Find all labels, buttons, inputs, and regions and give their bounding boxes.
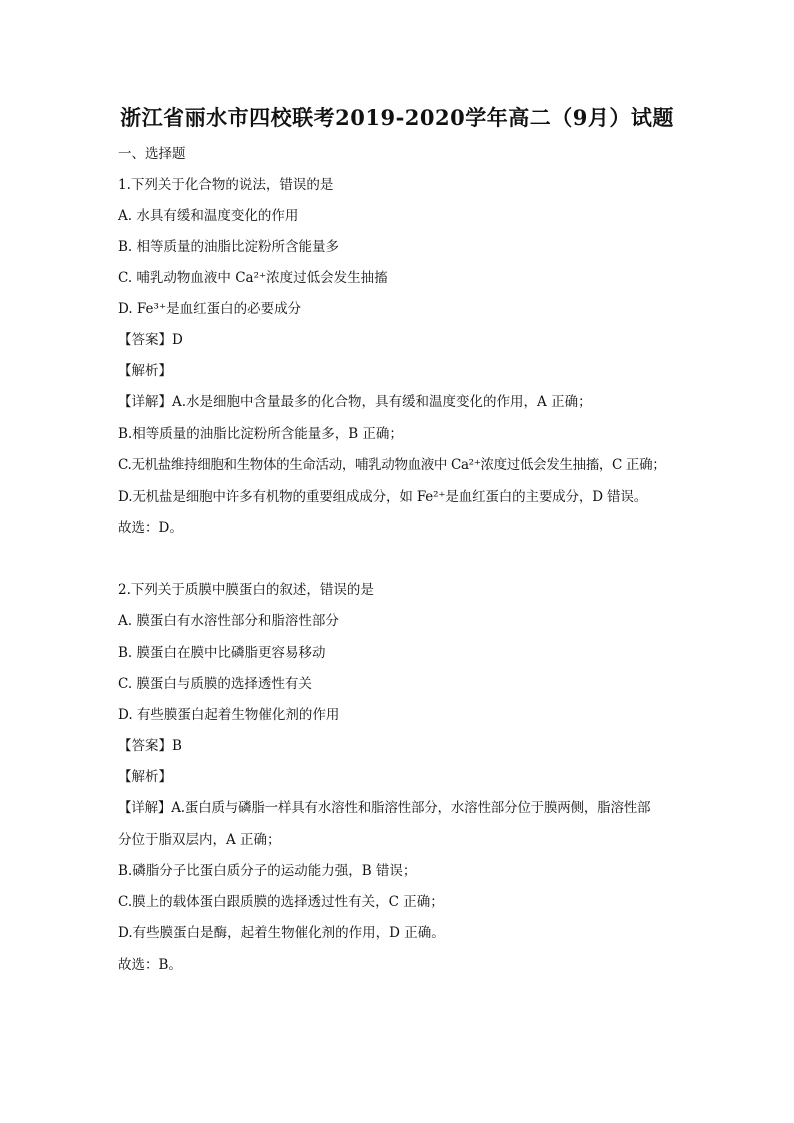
question-2-option-a: A. 膜蛋白有水溶性部分和脂溶性部分 [118, 613, 339, 629]
question-1-detail-4: D.无机盐是细胞中许多有机物的重要组成成分，如 Fe²⁺是血红蛋白的主要成分，D 错误。 [118, 489, 648, 505]
question-2-detail-3: B.磷脂分子比蛋白质分子的运动能力强，B 错误； [118, 863, 417, 879]
question-1-detail-3: C.无机盐维持细胞和生物体的生命活动，哺乳动物血液中 Ca²⁺浓度过低会发生抽搐，C 正确； [118, 457, 666, 473]
question-2-analysis-label: 【解析】 [118, 769, 172, 785]
question-1-option-c: C. 哺乳动物血液中 Ca²⁺浓度过低会发生抽搐 [118, 270, 388, 286]
question-2-conclusion: 故选：B。 [118, 957, 182, 973]
question-1-stem: 1.下列关于化合物的说法，错误的是 [118, 177, 334, 193]
question-1-analysis-label: 【解析】 [118, 363, 172, 379]
page-title: 浙江省丽水市四校联考2019-2020学年高二（9月）试题 [120, 105, 674, 130]
question-1-option-b: B. 相等质量的油脂比淀粉所含能量多 [118, 239, 340, 255]
question-2-detail-4: C.膜上的载体蛋白跟质膜的选择透过性有关，C 正确； [118, 894, 444, 910]
question-1-detail-2: B.相等质量的油脂比淀粉所含能量多，B 正确； [118, 426, 403, 442]
question-2-detail-2: 分位于脂双层内，A 正确； [118, 832, 281, 848]
question-1-detail-1: 【详解】A.水是细胞中含量最多的化合物，具有缓和温度变化的作用，A 正确； [118, 394, 592, 410]
question-2-option-b: B. 膜蛋白在膜中比磷脂更容易移动 [118, 645, 326, 661]
section-heading: 一、选择题 [118, 146, 186, 162]
question-2-detail-5: D.有些膜蛋白是酶，起着生物催化剂的作用，D 正确。 [118, 925, 445, 941]
question-2-option-d: D. 有些膜蛋白起着生物催化剂的作用 [118, 707, 340, 723]
question-2-stem: 2.下列关于质膜中膜蛋白的叙述，错误的是 [118, 582, 374, 598]
question-1-option-a: A. 水具有缓和温度变化的作用 [118, 208, 299, 224]
question-2-detail-1: 【详解】A.蛋白质与磷脂一样具有水溶性和脂溶性部分，水溶性部分位于膜两侧，脂溶性部 [118, 800, 651, 816]
question-1-option-d: D. Fe³⁺是血红蛋白的必要成分 [118, 301, 302, 317]
question-1-answer: 【答案】D [118, 332, 183, 348]
question-1-conclusion: 故选：D。 [118, 520, 183, 536]
question-2-answer: 【答案】B [118, 738, 182, 754]
question-2-option-c: C. 膜蛋白与质膜的选择透性有关 [118, 676, 312, 692]
